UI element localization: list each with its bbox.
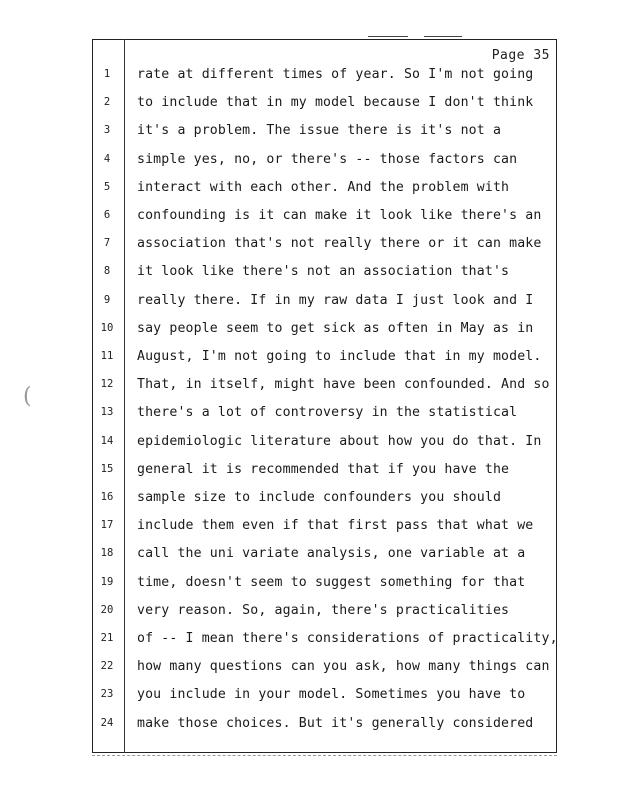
line-number: 15 — [100, 462, 114, 475]
transcript-line: say people seem to get sick as often in May as in — [137, 320, 534, 336]
transcript-line: it look like there's not an association that's — [137, 264, 510, 280]
transcript-line: confounding is it can make it look like there's an — [137, 208, 542, 223]
line-number: 22 — [100, 660, 114, 673]
line-number: 3 — [103, 124, 111, 137]
line-number: 7 — [103, 237, 111, 250]
line-number: 5 — [103, 180, 111, 193]
line-number: 1 — [103, 68, 111, 80]
transcript-line: time, doesn't seem to suggest something for that — [137, 574, 526, 590]
line-number: 11 — [100, 350, 114, 362]
line-number: 13 — [100, 406, 114, 419]
line-number: 12 — [100, 378, 114, 391]
transcript-line: make those choices. But it's generally considered — [137, 715, 534, 731]
line-number: 8 — [103, 265, 111, 278]
line-number-rule — [124, 39, 125, 753]
line-number: 4 — [103, 152, 111, 165]
page-number: Page 35 — [491, 48, 550, 63]
transcript-line: general it is recommended that if you have the — [137, 461, 510, 477]
line-number: 19 — [100, 575, 114, 588]
line-number: 17 — [100, 519, 114, 532]
line-number: 2 — [103, 96, 111, 109]
line-number: 9 — [103, 293, 111, 306]
line-number: 16 — [100, 491, 114, 503]
line-number: 18 — [100, 547, 114, 560]
transcript-line: really there. If in my raw data I just look and I — [137, 292, 534, 308]
transcript-line: sample size to include confounders you should — [137, 490, 502, 505]
transcript-line: you include in your model. Sometimes you have to — [137, 687, 526, 703]
scan-artifact-mark — [368, 36, 408, 37]
line-number: 21 — [100, 632, 114, 644]
line-number: 14 — [100, 434, 114, 447]
transcript-line: include them even if that first pass that what we — [137, 518, 534, 534]
line-number: 20 — [100, 603, 114, 616]
transcript-line: call the uni variate analysis, one variable at a — [137, 546, 526, 562]
transcript-line: simple yes, no, or there's -- those factors can — [137, 151, 518, 167]
line-number: 24 — [100, 716, 114, 729]
scan-artifact-bottom — [92, 755, 557, 756]
transcript-line: very reason. So, again, there's practicalities — [137, 602, 510, 618]
transcript-line: how many questions can you ask, how many things can — [137, 659, 550, 675]
line-number: 23 — [100, 688, 114, 701]
transcript-line: epidemiologic literature about how you do that. In — [137, 433, 542, 449]
transcript-line: interact with each other. And the problem with — [137, 179, 510, 195]
transcript-line: to include that in my model because I don't think — [137, 95, 534, 111]
scan-artifact-mark — [424, 36, 462, 37]
transcript-line: That, in itself, might have been confounded. And so — [137, 377, 550, 393]
transcript-line: it's a problem. The issue there is it's not a — [137, 123, 502, 139]
line-number: 6 — [103, 209, 111, 221]
line-number: 10 — [100, 321, 114, 334]
margin-mark: ( — [23, 384, 32, 409]
transcript-line: there's a lot of controversy in the statistical — [137, 405, 518, 421]
transcript-line: rate at different times of year. So I'm not going — [137, 67, 534, 82]
transcript-line: of -- I mean there's considerations of practicality, — [137, 631, 558, 646]
transcript-line: association that's not really there or it can make — [137, 236, 542, 252]
transcript-line: August, I'm not going to include that in my model. — [137, 349, 542, 364]
